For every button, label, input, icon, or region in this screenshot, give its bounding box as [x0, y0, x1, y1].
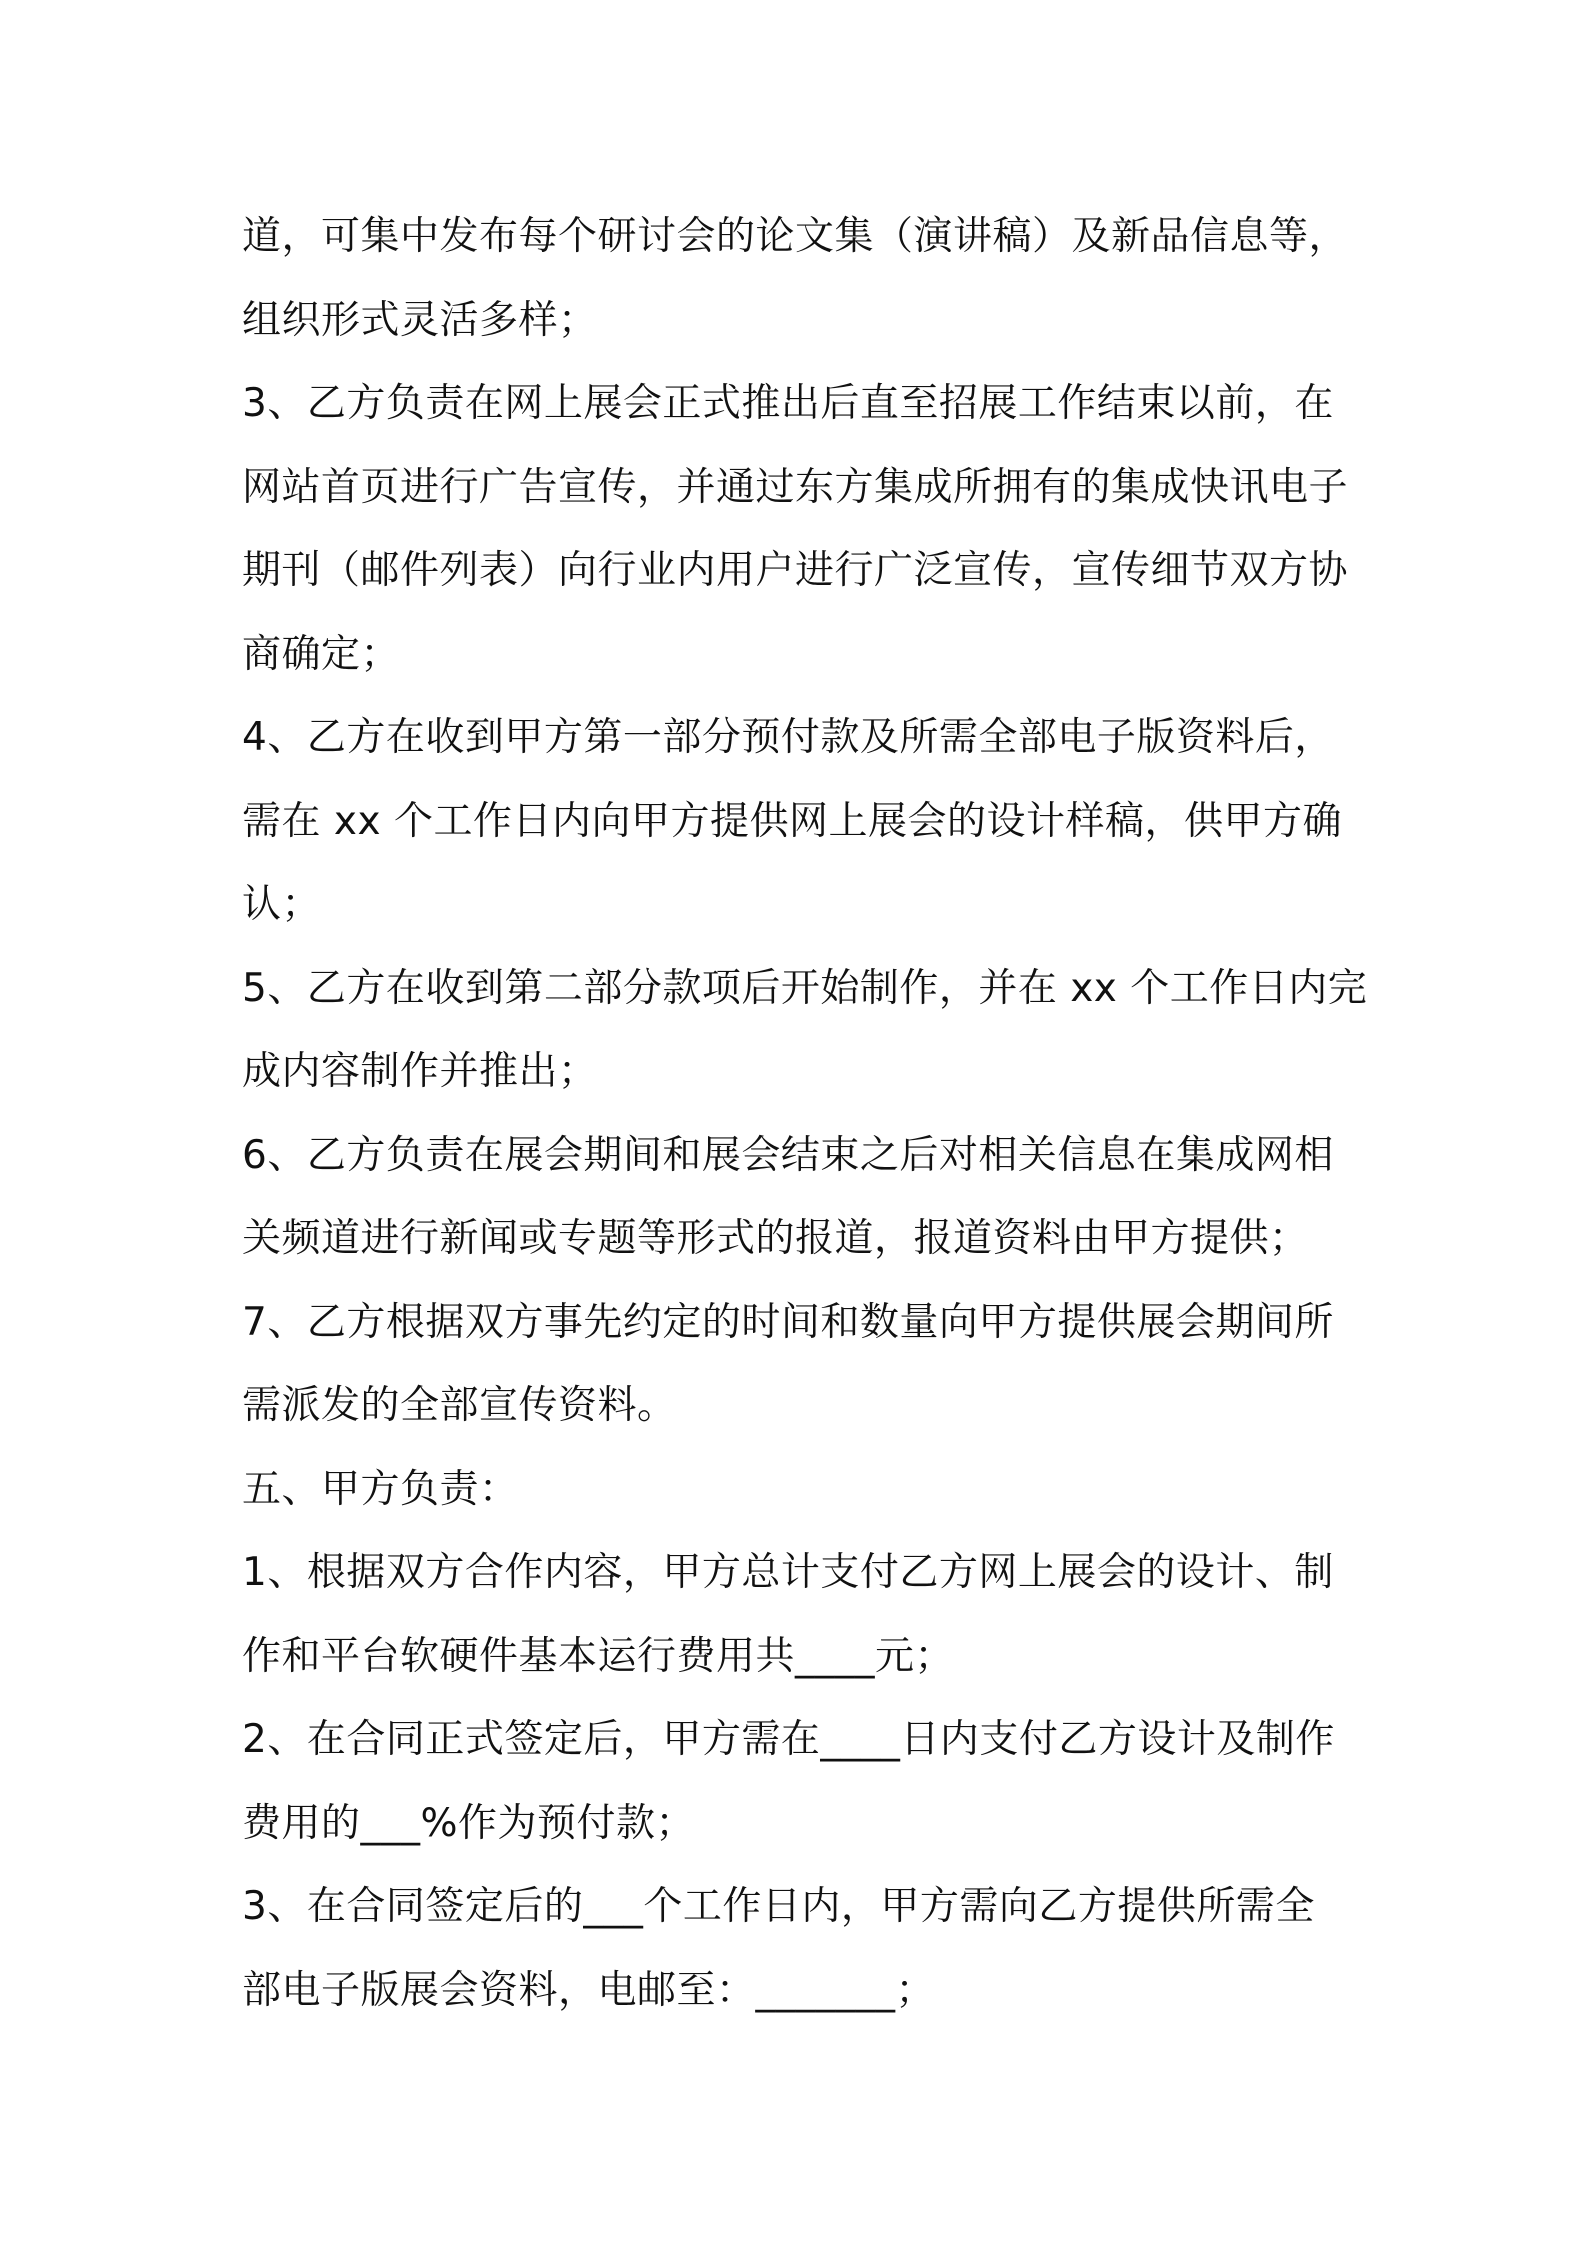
- text-line: 6、乙方负责在展会期间和展会结束之后对相关信息在集成网相: [242, 1132, 1334, 1178]
- text-line: 部电子版展会资料，电邮至：_______；: [242, 1967, 936, 2013]
- text-line: 认；: [242, 882, 322, 927]
- text-line: 需派发的全部宣传资料。: [242, 1383, 677, 1428]
- text-line: 2、在合同正式签定后，甲方需在____日内支付乙方设计及制作: [242, 1717, 1335, 1762]
- text-line: 费用的___%作为预付款；: [242, 1800, 696, 1846]
- text-line: 7、乙方根据双方事先约定的时间和数量向甲方提供展会期间所: [242, 1299, 1334, 1345]
- text-line: 3、在合同签定后的___个工作日内，甲方需向乙方提供所需全: [242, 1884, 1315, 1929]
- section-heading: 五、甲方负责：: [242, 1466, 519, 1512]
- text-line: 组织形式灵活多样；: [242, 297, 598, 343]
- text-line: 4、乙方在收到甲方第一部分预付款及所需全部电子版资料后，: [242, 715, 1334, 760]
- text-line: 商确定；: [242, 631, 401, 677]
- text-line: 关频道进行新闻或专题等形式的报道，报道资料由甲方提供；: [242, 1216, 1309, 1261]
- text-line: 道，可集中发布每个研讨会的论文集（演讲稿）及新品信息等，: [242, 214, 1349, 259]
- text-line: 成内容制作并推出；: [242, 1049, 598, 1094]
- text-line: 作和平台软硬件基本运行费用共____元；: [242, 1633, 955, 1679]
- document-body: [242, 195, 1368, 2032]
- text-line: 5、乙方在收到第二部分款项后开始制作，并在 xx 个工作日内完: [242, 965, 1368, 1011]
- text-line: 需在 xx 个工作日内向甲方提供网上展会的设计样稿，供甲方确: [242, 798, 1342, 844]
- text-line: 1、根据双方合作内容，甲方总计支付乙方网上展会的设计、制: [242, 1550, 1334, 1595]
- text-line: 期刊（邮件列表）向行业内用户进行广泛宣传，宣传细节双方协: [242, 548, 1349, 593]
- text-line: 3、乙方负责在网上展会正式推出后直至招展工作结束以前，在: [242, 381, 1334, 426]
- text-line: 网站首页进行广告宣传，并通过东方集成所拥有的集成快讯电子: [242, 464, 1349, 510]
